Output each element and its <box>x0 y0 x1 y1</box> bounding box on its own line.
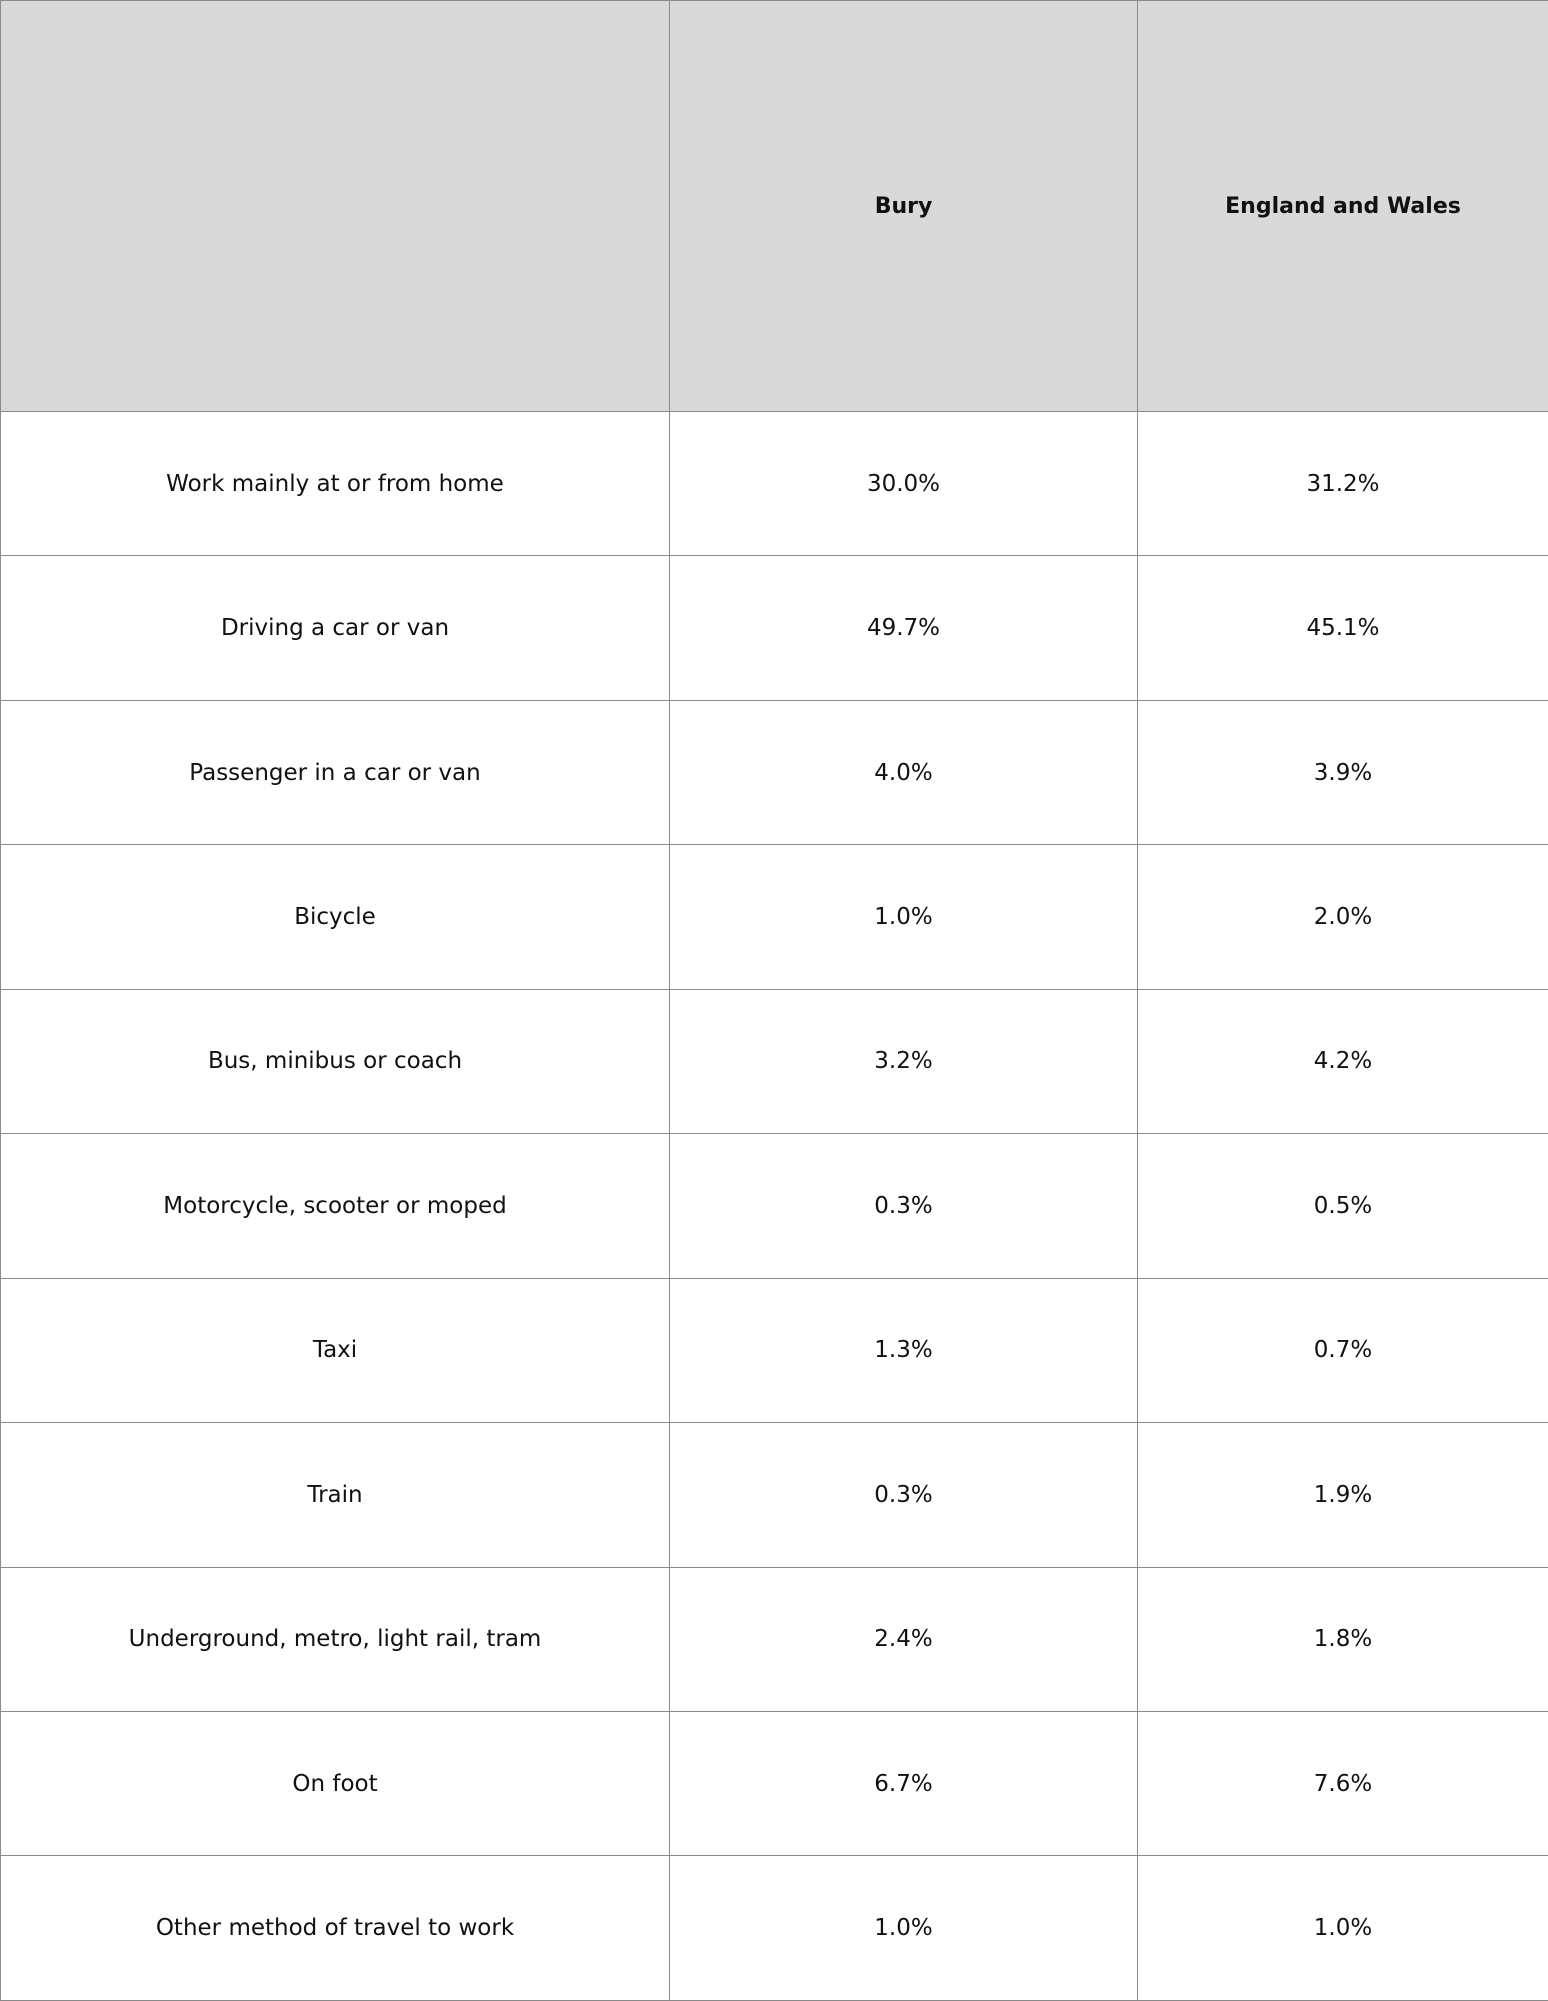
method-cell: Bicycle <box>1 845 670 989</box>
header-cell-bury: Bury <box>670 1 1138 412</box>
method-cell: Work mainly at or from home <box>1 412 670 556</box>
header-cell-england-wales: England and Wales <box>1138 1 1548 412</box>
england-wales-value-cell: 3.9% <box>1138 700 1548 844</box>
method-cell: Motorcycle, scooter or moped <box>1 1134 670 1278</box>
table-row <box>1 412 1548 556</box>
england-wales-value-cell: 1.9% <box>1138 1423 1548 1567</box>
bury-value-cell: 4.0% <box>670 700 1138 844</box>
bury-value-cell: 2.4% <box>670 1567 1138 1711</box>
bury-value-cell: 3.2% <box>670 989 1138 1133</box>
method-cell: Driving a car or van <box>1 556 670 700</box>
england-wales-value-cell: 7.6% <box>1138 1711 1548 1855</box>
table-row <box>1 700 1548 844</box>
england-wales-value-cell: 1.8% <box>1138 1567 1548 1711</box>
england-wales-value-cell: 31.2% <box>1138 412 1548 556</box>
bury-value-cell: 49.7% <box>670 556 1138 700</box>
table-row <box>1 845 1548 989</box>
table-header <box>1 1 1548 412</box>
england-wales-value-cell: 45.1% <box>1138 556 1548 700</box>
bury-value-cell: 0.3% <box>670 1134 1138 1278</box>
bury-value-cell: 1.0% <box>670 845 1138 989</box>
method-cell: Taxi <box>1 1278 670 1422</box>
bury-value-cell: 6.7% <box>670 1711 1138 1855</box>
table-row <box>1 1278 1548 1422</box>
table-body <box>1 412 1548 2001</box>
bury-value-cell: 1.0% <box>670 1856 1138 2000</box>
header-cell-method <box>1 1 670 412</box>
table-row <box>1 1134 1548 1278</box>
england-wales-value-cell: 2.0% <box>1138 845 1548 989</box>
england-wales-value-cell: 0.5% <box>1138 1134 1548 1278</box>
method-cell: Passenger in a car or van <box>1 700 670 844</box>
table-row <box>1 1711 1548 1855</box>
bury-value-cell: 1.3% <box>670 1278 1138 1422</box>
method-cell: Bus, minibus or coach <box>1 989 670 1133</box>
table-row <box>1 1856 1548 2000</box>
method-cell: Underground, metro, light rail, tram <box>1 1567 670 1711</box>
england-wales-value-cell: 0.7% <box>1138 1278 1548 1422</box>
bury-value-cell: 30.0% <box>670 412 1138 556</box>
method-cell: Other method of travel to work <box>1 1856 670 2000</box>
table-row <box>1 1423 1548 1567</box>
england-wales-value-cell: 4.2% <box>1138 989 1548 1133</box>
method-cell: Train <box>1 1423 670 1567</box>
method-cell: On foot <box>1 1711 670 1855</box>
england-wales-value-cell: 1.0% <box>1138 1856 1548 2000</box>
bury-value-cell: 0.3% <box>670 1423 1138 1567</box>
table-row <box>1 556 1548 700</box>
header-row <box>1 1 1548 412</box>
table-row <box>1 989 1548 1133</box>
table-row <box>1 1567 1548 1711</box>
